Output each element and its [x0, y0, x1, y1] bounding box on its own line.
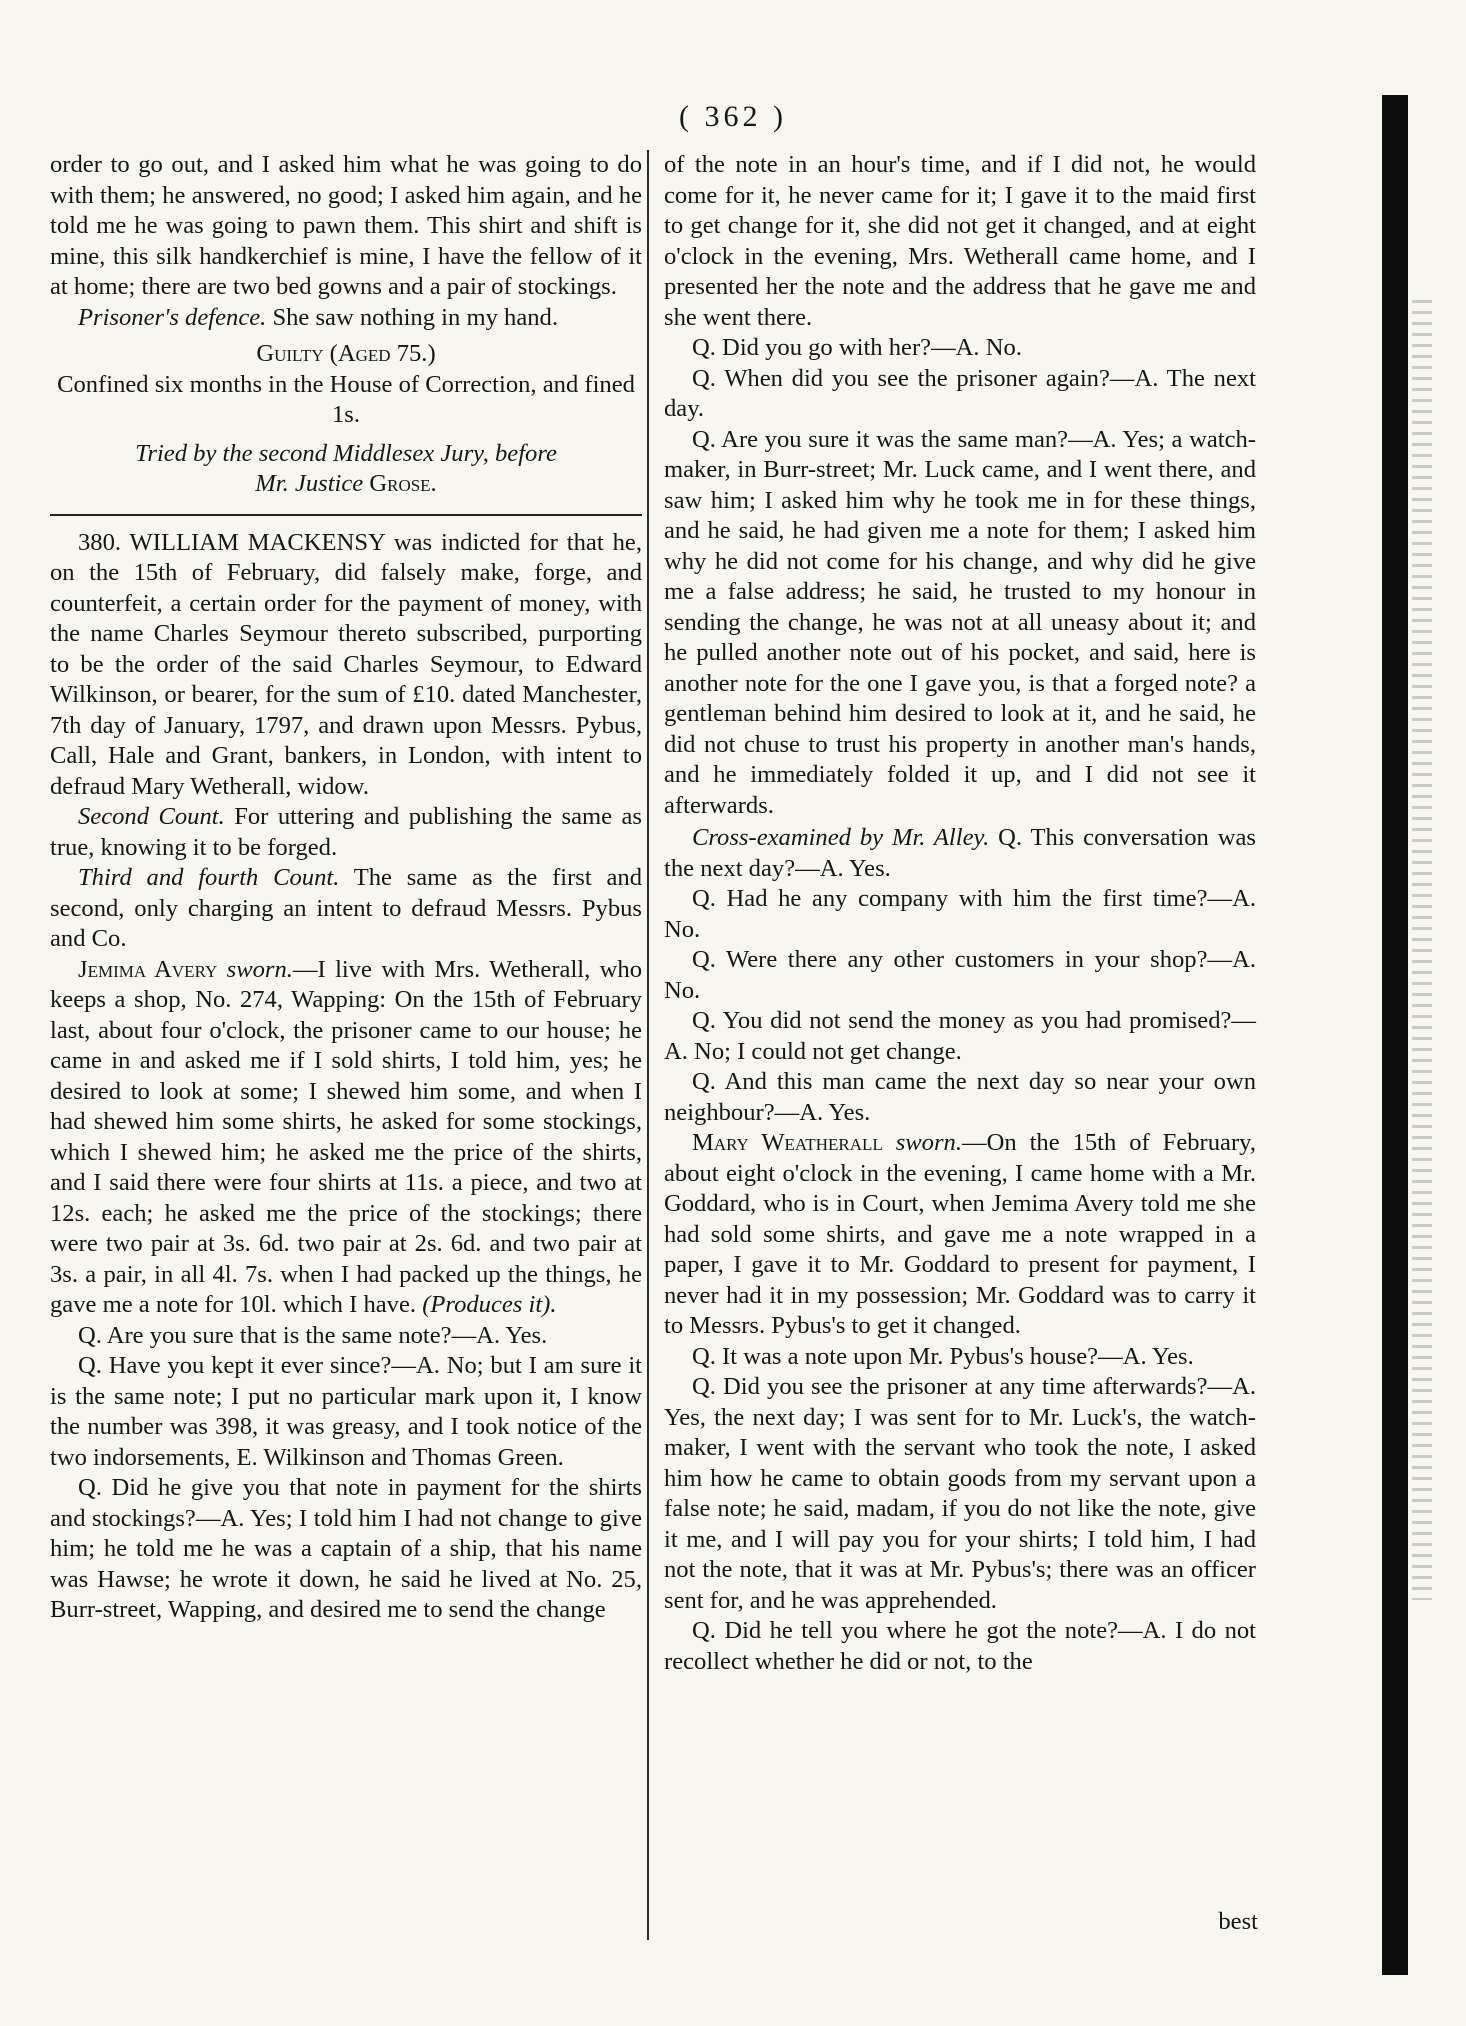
third-fourth-count — [50, 863, 642, 955]
cross-text: Q. This conversation was the next day?—A. Yes. — [664, 824, 1256, 882]
witness-avery-testimony: —I live with Mrs. Wetherall, who keeps a shop, No. 274, Wapping: On the 15th of February last, about four o'clock, the prisoner came to our house; he came in and asked me if I sold shirts, I told him, yes; he desired to look at some; I shewed him some, and when I had shewed him some shirts, he asked for some stockings, which I shewed him; he asked me the price of the shirts, and I said there were four shirts at 11s. a piece, and two at 12s. each; he asked me the price of the stockings; there were two pair at 3s. 6d. two pair at 2s. 6d. and two pair at 3s. a pair, in all 4l. 7s. when I had packed up the things, he gave me a note for 10l. which I have. — [50, 955, 642, 1318]
testimony-end: order to go out, and I asked him what he was going to do with them; he answered, no good; I asked him again, and he told me he was going to pawn them. This shirt and shift is mine, this silk handkerchief is mine, I have the fellow of it at home; there are two bed gowns and a pair of stockings. — [50, 151, 642, 300]
witness-weatherall-sworn: sworn. — [882, 1129, 962, 1156]
qa-line: Q. And this man came the next day so near your own neighbour?—A. Yes. — [664, 1068, 1256, 1126]
indictment — [50, 528, 642, 803]
third-fourth-count-text: The same as the first and second, only charging an intent to defraud Messrs. Pybus and Co. — [50, 864, 642, 952]
trial-note-line1: Tried by the second Middlesex Jury, before — [135, 439, 557, 467]
qa-line: Q. Have you kept it ever since?—A. No; but I am sure it is the same note; I put no particular mark upon it, I know the number was 398, it was greasy, and I took notice of the two indorsements, E. Wilkinson and Thomas Green. — [50, 1352, 642, 1471]
qa-line: Q. Did he tell you where he got the note?—A. I do not recollect whether he did or not, to the — [664, 1617, 1256, 1675]
produces-note: (Produces it). — [422, 1291, 557, 1318]
second-count — [50, 802, 642, 863]
second-count-text: For uttering and publishing the same as true, knowing it to be forged. — [50, 803, 642, 861]
trial-note — [50, 439, 642, 500]
qa-line: Q. Did you go with her?—A. No. — [692, 334, 1022, 361]
witness-weatherall-testimony: —On the 15th of February, about eight o'clock in the evening, I came home with a Mr. Goddard, who is in Court, when Jemima Avery told me she had sold some shirts, and gave me a note wrapped in a paper, I gave it to Mr. Goddard to present for payment, I never had it in my possession; Mr. Goddard was to carry it to Messrs. Pybus's to get it changed. — [664, 1129, 1256, 1339]
trial-note-justice: Mr. Justice — [255, 470, 370, 497]
second-count-label: Second Count. — [78, 803, 225, 830]
trial-note-judge: Grose. — [369, 470, 437, 497]
section-rule — [50, 514, 642, 516]
catchword: best — [1218, 1908, 1258, 1935]
qa-line: Q. Are you sure it was the same man?—A. Yes; a watch-maker, in Burr-street; Mr. Luck came, and I went there, and saw him; I asked him why he took me in for these things, and he said, he had given me a note for them; I asked him why he did not come for his change, and why did he give me a false address; he said, he trusted to my honour in sending the change, he was not at all uneasy about it; and he pulled another note out of his pocket, and said, here is another note for the one I gave you, is that a forged note? a gentleman behind him desired to look at it, and he said, he did not chuse to trust his property in another man's hands, and he immediately folded it up, and I did not see it afterwards. — [664, 425, 1256, 819]
cross-examination — [664, 823, 1256, 884]
defence-text: She saw nothing in my hand. — [266, 303, 558, 331]
cross-label: Cross-examined by Mr. Alley. — [692, 824, 990, 851]
qa-line: Q. Did he give you that note in payment for the shirts and stockings?—A. Yes; I told him I had not change to give him; he told me he was a captain of a ship, that his name was Hawse; he wrote it down, he said he lived at No. 25, Burr-street, Wapping, and desired me to send the change — [50, 1474, 642, 1623]
witness-avery — [50, 955, 642, 1321]
scan-edge-bar — [1382, 95, 1408, 1975]
case-number: 380. — [78, 528, 130, 556]
third-fourth-count-label: Third and fourth Count. — [78, 864, 340, 891]
witness-avery-name: Jemima Avery — [78, 955, 218, 983]
qa-line: Q. You did not send the money as you had promised?—A. No; I could not get change. — [664, 1007, 1256, 1065]
qa-line: Q. Did you see the prisoner at any time afterwards?—A. Yes, the next day; I was sent for to Mr. Luck's, the watch-maker, I went with the servant who took the note, I asked him how he came to obtain goods from my servant upon a false note; he said, madam, if you do not like the note, give it me, and I will pay you for your shirts; I told him, I had not the note, that it was at Mr. Pybus's; there was an officer sent for, and he was apprehended. — [664, 1373, 1256, 1614]
indictment-text: was indicted for that he, on the 15th of February, did falsely make, forge, and counterfeit, a certain order for the payment of money, with the name Charles Seymour thereto subscribed, purporting to be the order of the said Charles Seymour, to Edward Wilkinson, or bearer, for the sum of £10. dated Manchester, 7th day of January, 1797, and drawn upon Messrs. Pybus, Call, Hale and Grant, bankers, in London, with intent to defraud Mary Wetherall, widow. — [50, 528, 642, 800]
column-rule — [647, 150, 649, 1940]
witness-weatherall — [664, 1128, 1256, 1342]
testimony-continued: of the note in an hour's time, and if I did not, he would come for it, he never came for it; I gave it to the maid first to get change for it, she did not get it changed, and at eight o'clock in the evening, Mrs. Wetherall came home, and I presented her the note and the address that he gave me and she went there. — [664, 151, 1256, 331]
verdict: Guilty (Aged 75.) — [256, 340, 436, 367]
defence-label: Prisoner's defence. — [78, 303, 267, 331]
sentence: Confined six months in the House of Correction, and fined 1s. — [57, 370, 635, 428]
defendant-name: WILLIAM MACKENSY — [129, 528, 385, 556]
qa-line: Q. Are you sure that is the same note?—A. Yes. — [78, 1321, 548, 1349]
witness-weatherall-name: Mary Weatherall — [692, 1129, 883, 1156]
qa-line: Q. It was a note upon Mr. Pybus's house?—A. Yes. — [692, 1342, 1194, 1370]
scan-edge-speckle — [1412, 300, 1432, 1600]
qa-line: Q. Were there any other customers in your shop?—A. No. — [664, 946, 1256, 1004]
qa-line: Q. Had he any company with him the first time?—A. No. — [664, 885, 1256, 943]
page-number: ( 362 ) — [679, 100, 787, 133]
qa-line: Q. When did you see the prisoner again?—A. The next day. — [664, 364, 1256, 422]
witness-avery-sworn: sworn. — [217, 955, 293, 983]
left-column — [50, 150, 642, 1626]
right-column — [664, 150, 1256, 1677]
prisoner-defence — [50, 303, 642, 334]
